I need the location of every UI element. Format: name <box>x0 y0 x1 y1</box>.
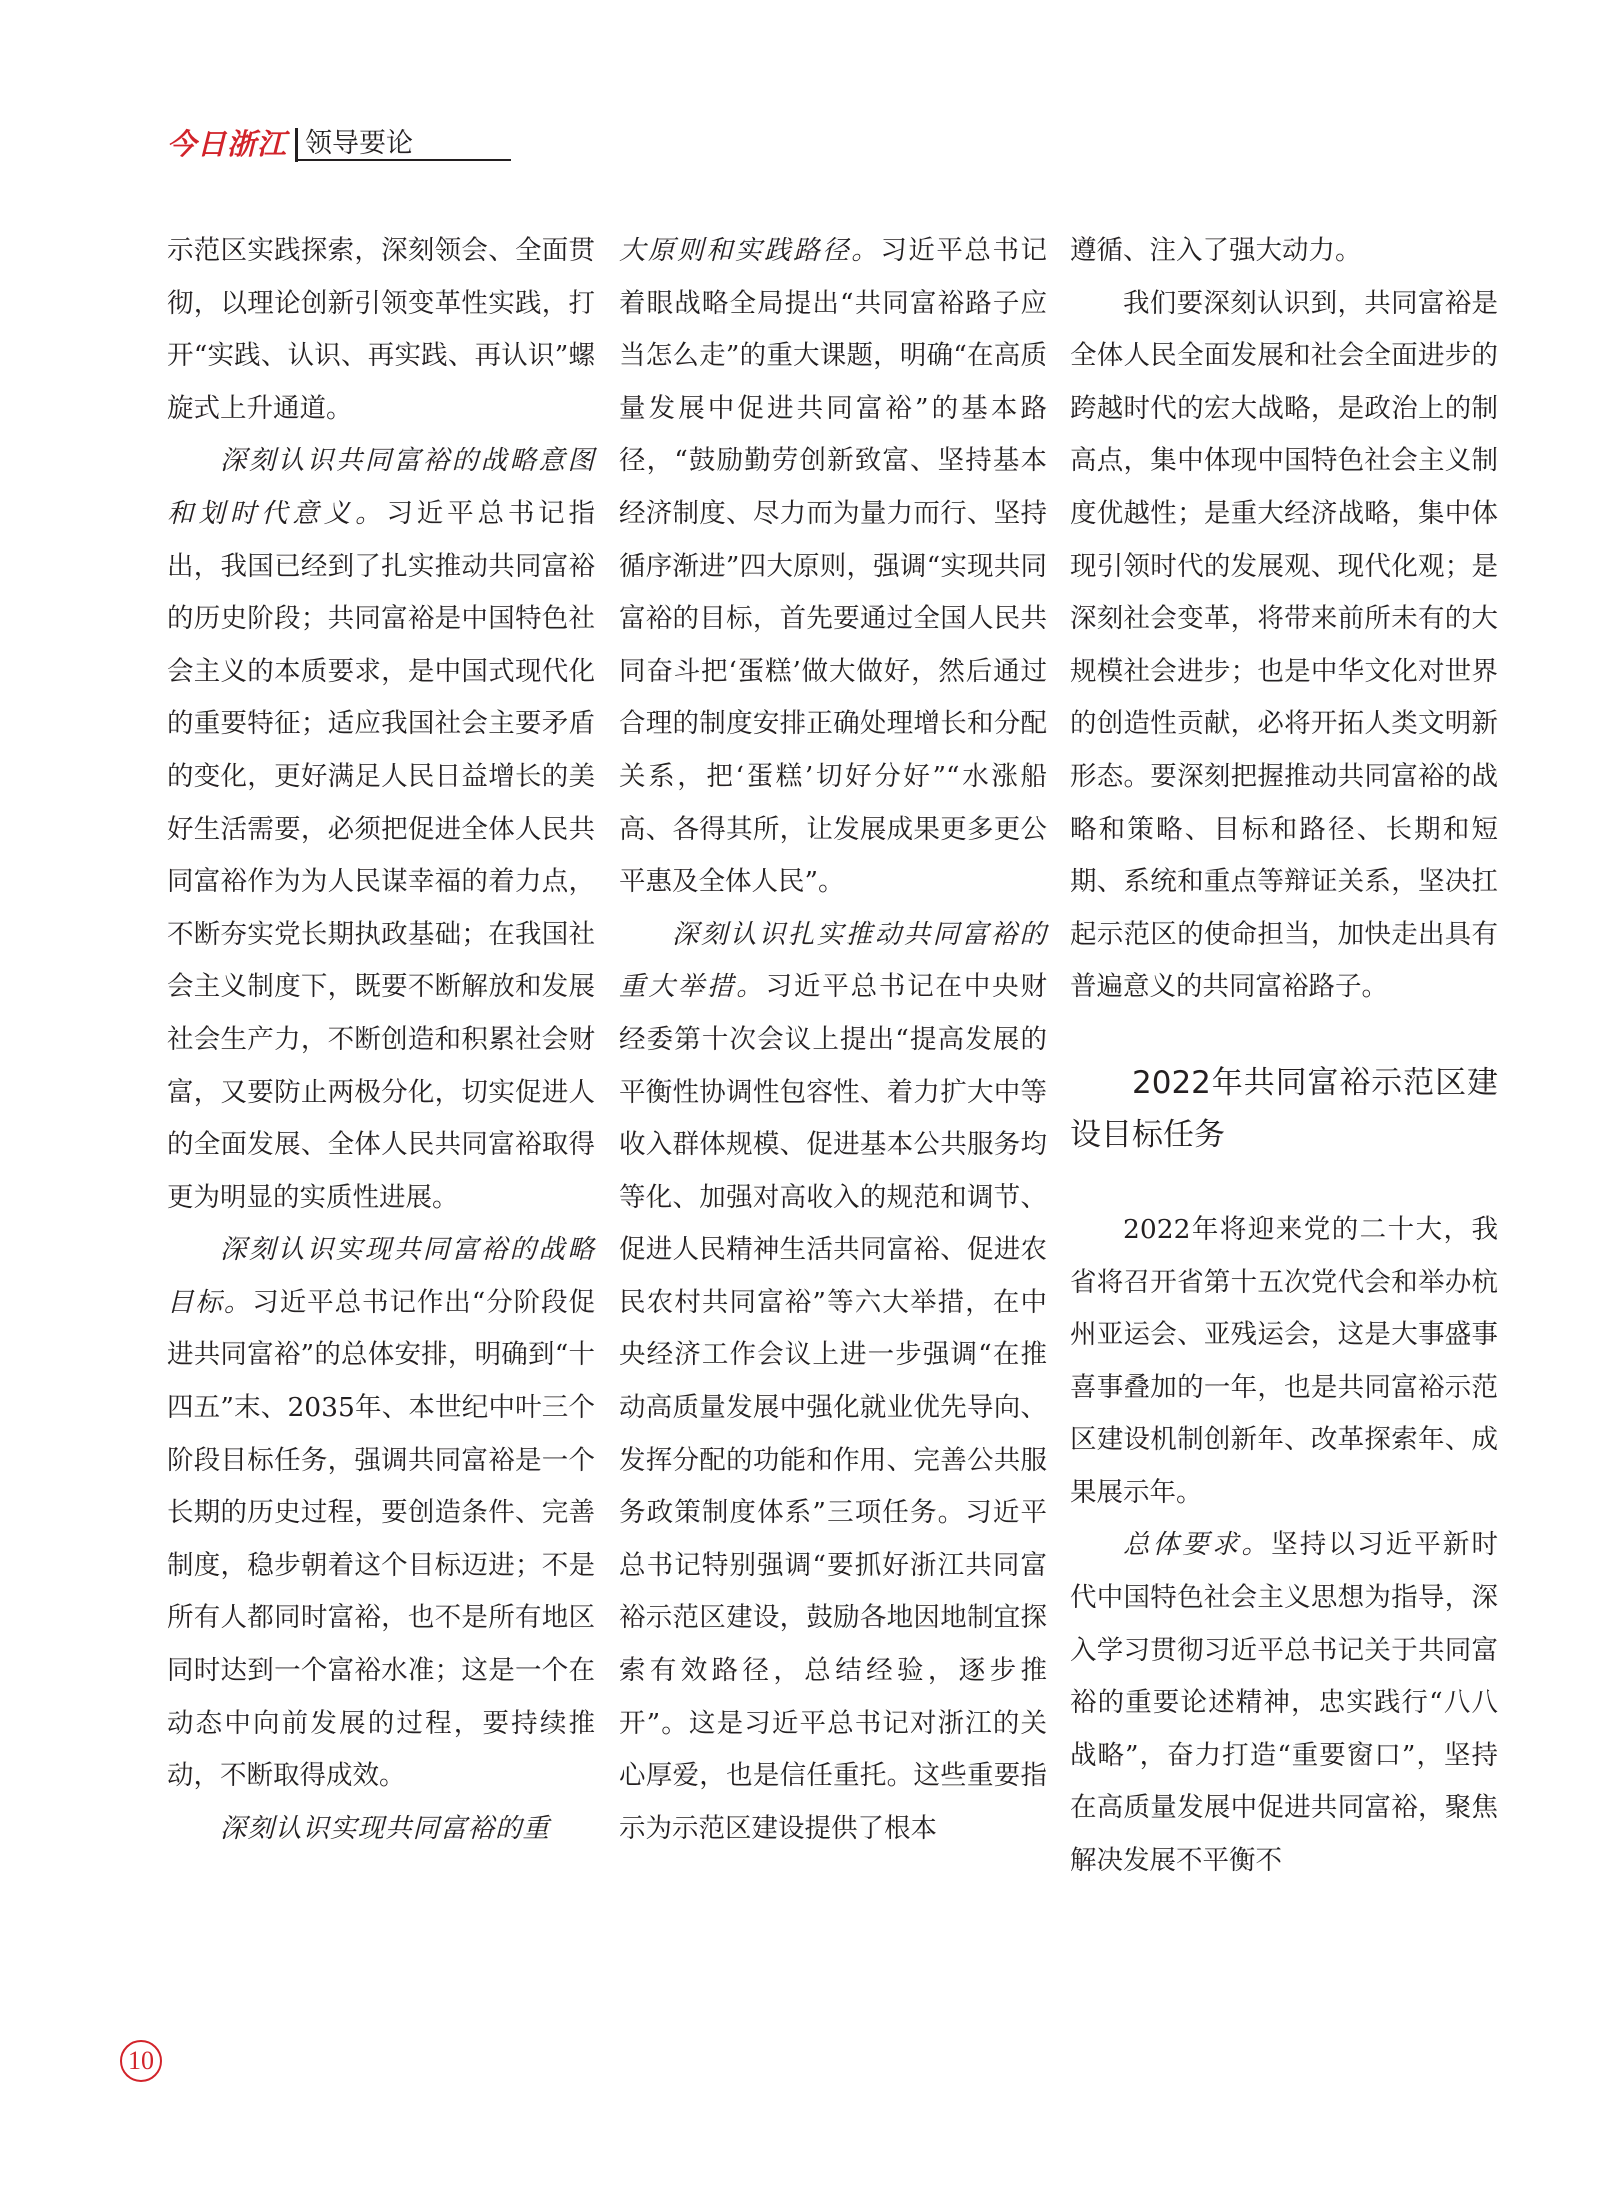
paragraph-text: 习近平总书记着眼战略全局提出“共同富裕路子应当怎么走”的重大课题，明确“在高质量发展中促进共同富裕”的基本路径，“鼓励勤劳创新致富、坚持基本经济制度、尽力而为量力而行、坚持循序渐进”四大原则，强调“实现共同富裕的目标，首先要通过全国人民共同奋斗把‘蛋糕’做大做好，然后通过合理的制度安排正确处理增长和分配关系，把‘蛋糕’切好分好”“水涨船高、各得其所，让发展成果更多更公平惠及全体人民”。 <box>619 235 1048 898</box>
section-heading: 2022年共同富裕示范区建设目标任务 <box>1070 1064 1498 1153</box>
text-column-2 <box>619 225 1047 1855</box>
paragraph <box>167 435 595 1224</box>
paragraph-text: 示范区实践探索，深刻领会、全面贯彻，以理论创新引领变革性实践，打开“实践、认识、再实践、再认识”螺旋式上升通道。 <box>167 235 595 424</box>
paragraph <box>1070 1204 1498 1520</box>
paragraph-text: 习近平总书记指出，我国已经到了扎实推动共同富裕的历史阶段；共同富裕是中国特色社会主义的本质要求，是中国式现代化的重要特征；适应我国社会主要矛盾的变化，更好满足人民日益增长的美好生活需要，必须把促进全体人民共同富裕作为为人民谋幸福的着力点，不断夯实党长期执政基础；在我国社会主义制度下，既要不断解放和发展社会生产力，不断创造和积累社会财富，又要防止两极分化，切实促进人的全面发展、全体人民共同富裕取得更为明显的实质性进展。 <box>167 497 596 1213</box>
paragraph <box>619 909 1047 1856</box>
magazine-logo: 今日浙江 <box>167 127 288 161</box>
paragraph <box>1070 278 1498 1014</box>
text-column-1 <box>167 225 595 1855</box>
masthead-divider <box>295 128 298 162</box>
paragraph-lead: 深刻认识实现共同富裕的重 <box>220 1812 550 1844</box>
page-number: 10 <box>120 2040 162 2082</box>
masthead <box>167 120 413 164</box>
paragraph-lead: 大原则和实践路径。 <box>619 235 881 266</box>
paragraph-text: 习近平总书记作出“分阶段促进共同富裕”的总体安排，明确到“十四五”末、2035年、本世纪中叶三个阶段目标任务，强调共同富裕是一个长期的历史过程，要创造条件、完善制度，稳步朝着这个目标迈进；不是所有人都同时富裕，也不是所有地区同时达到一个富裕水准；这是一个在动态中向前发展的过程，要持续推动，不断取得成效。 <box>167 1286 595 1792</box>
paragraph <box>167 1224 595 1803</box>
paragraph <box>1070 225 1498 278</box>
masthead-rule <box>295 159 511 161</box>
paragraph <box>167 1803 595 1856</box>
paragraph-lead: 深刻认识扎实推动共同富裕的重大举措。 <box>619 918 1047 1003</box>
paragraph-text: 遵循、注入了强大动力。 <box>1070 235 1362 266</box>
paragraph <box>167 225 595 435</box>
paragraph-text: 坚持以习近平新时代中国特色社会主义思想为指导，深入学习贯彻习近平总书记关于共同富裕的重要论述精神，忠实践行“八八战略”，奋力打造“重要窗口”，坚持在高质量发展中促进共同富裕，聚焦解决发展不平衡不 <box>1070 1529 1498 1877</box>
paragraph-lead: 深刻认识共同富裕的战略意图和划时代意义。 <box>167 445 595 529</box>
text-column-3 <box>1070 225 1498 1888</box>
paragraph-text: 2022年将迎来党的二十大，我省将召开省第十五次党代会和举办杭州亚运会、亚残运会，这是大事盛事喜事叠加的一年，也是共同富裕示范区建设机制创新年、改革探索年、成果展示年。 <box>1070 1213 1498 1508</box>
paragraph <box>619 225 1047 909</box>
paragraph-text: 我们要深刻认识到，共同富裕是全体人民全面发展和社会全面进步的跨越时代的宏大战略，是政治上的制高点，集中体现中国特色社会主义制度优越性；是重大经济战略，集中体现引领时代的发展观、现代化观；是深刻社会变革，将带来前所未有的大规模社会进步；也是中华文化对世界的创造性贡献，必将开拓人类文明新形态。要深刻把握推动共同富裕的战略和策略、目标和路径、长期和短期、系统和重点等辩证关系，坚决扛起示范区的使命担当，加快走出具有普遍意义的共同富裕路子。 <box>1070 287 1498 1003</box>
paragraph-lead: 总体要求。 <box>1123 1529 1272 1561</box>
paragraph-lead: 深刻认识实现共同富裕的战略目标。 <box>167 1234 595 1318</box>
paragraph-text: 习近平总书记在中央财经委第十次会议上提出“提高发展的平衡性协调性包容性、着力扩大中等收入群体规模、促进基本公共服务均等化、加强对高收入的规范和调节、促进人民精神生活共同富裕、促进农民农村共同富裕”等六大举措，在中央经济工作会议上进一步强调“在推动高质量发展中强化就业优先导向、发挥分配的功能和作用、完善公共服务政策制度体系”三项任务。习近平总书记特别强调“要抓好浙江共同富裕示范区建设，鼓励各地因地制宜探索有效路径，总结经验，逐步推开”。这是习近平总书记对浙江的关心厚爱，也是信任重托。这些重要指示为示范区建设提供了根本 <box>619 971 1048 1844</box>
section-name: 领导要论 <box>305 128 414 159</box>
paragraph <box>1070 1519 1498 1887</box>
